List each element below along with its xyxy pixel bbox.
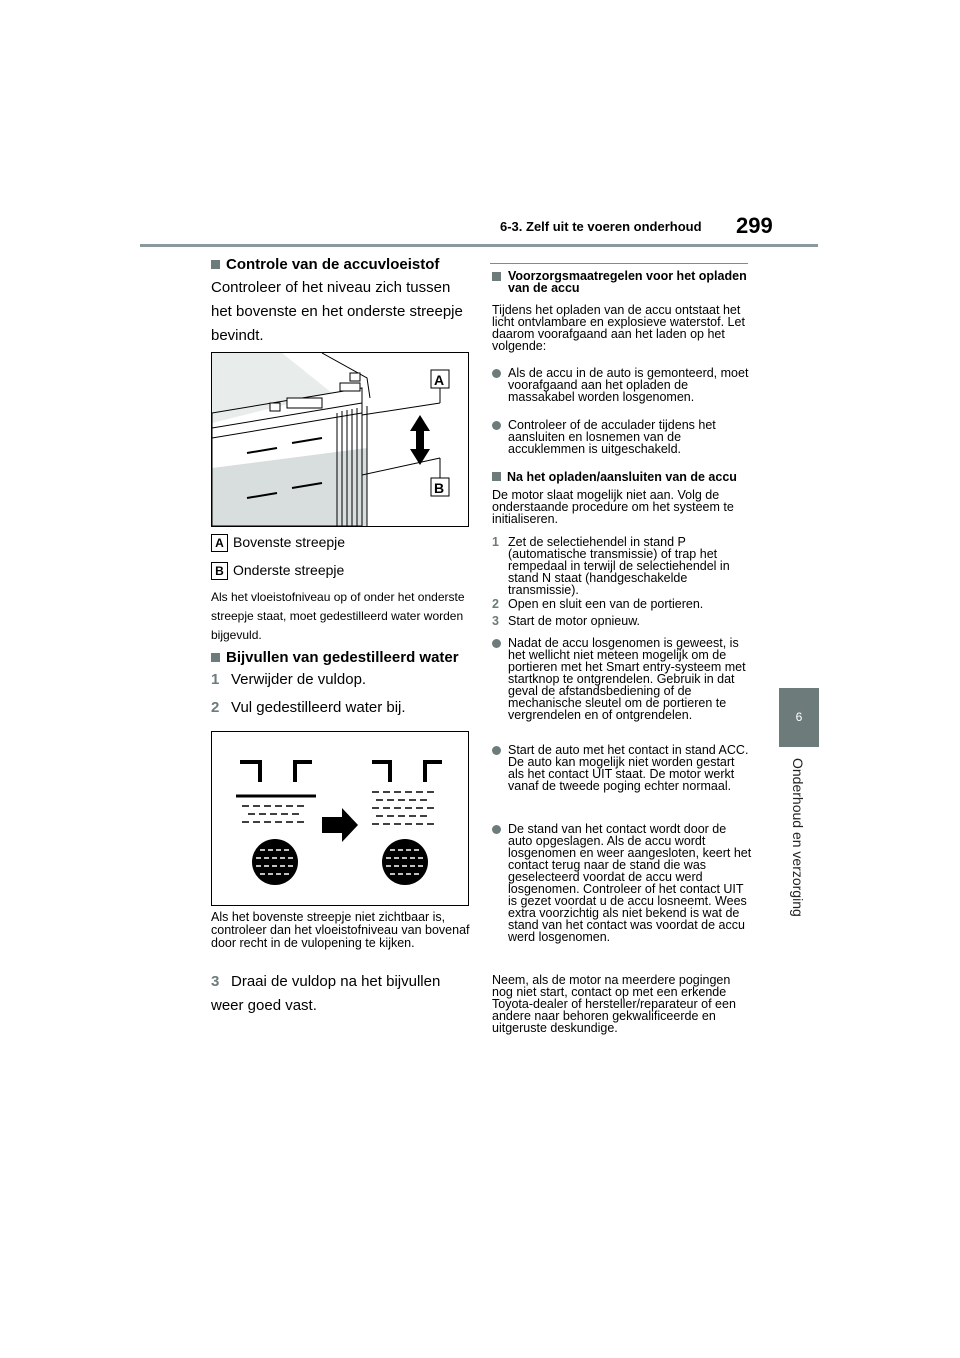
figure-label-b: B [434, 480, 445, 496]
bullet-dot-icon [492, 825, 501, 834]
header-rule [140, 244, 818, 247]
right-paragraph-3: Neem, als de motor na meerdere pogingen nog niet start, contact op met een erkende Toyota-dealer of hersteller/reparateur of een andere naar behoren gekwalificeerde en uitgeruste deskundige. [492, 973, 736, 1035]
step-text: Zet de selectiehendel in stand P (automatische transmissie) of trap het rempedaal in terwijl de selectiehendel in stand N staat (handgeschakelde transmissie). [508, 535, 730, 597]
left-heading-2 [211, 649, 459, 666]
battery-illustration [212, 353, 468, 526]
bullet-text: Start de auto met het contact in stand ACC. De auto kan mogelijk niet worden gestart als het contact UIT staat. De motor werkt vanaf de tweede poging echter normaal. [508, 743, 749, 793]
step-number: 2 [492, 597, 499, 611]
right-step-3 [492, 615, 752, 627]
right-heading-1-text: Voorzorgsmaatregelen voor het opladen van de accu [508, 269, 747, 295]
bullet-text: Nadat de accu losgenomen is geweest, is het wellicht niet meteen mogelijk om de portieren met het Smart entry-systeem met startknop te ontgrendelen. Gebruik in dat geval de afstandsbediening of de mechanische sleutel om de portieren te vergrendelen en of ontgrendelen. [508, 636, 746, 722]
chapter-tab: 6 [779, 688, 819, 747]
step-number: 3 [211, 973, 220, 990]
right-bullet-3 [492, 637, 752, 721]
left-heading-1-text: Controle van de accuvloeistof [226, 256, 440, 273]
square-bullet-icon [492, 272, 501, 281]
step-text: Vul gedestilleerd water bij. [231, 699, 406, 716]
bullet-dot-icon [492, 746, 501, 755]
right-rule [490, 263, 748, 264]
legend-key-a: A [211, 534, 228, 552]
legend-key-b: B [211, 562, 228, 580]
chapter-label: Onderhoud en verzorging [790, 758, 806, 917]
left-heading-1 [211, 256, 439, 273]
left-heading-2-text: Bijvullen van gedestilleerd water [226, 649, 459, 666]
bullet-text: Controleer of de acculader tijdens het aansluiten en losnemen van de accuklemmen is uitgeschakeld. [508, 418, 716, 456]
step-text: Verwijder de vuldop. [231, 671, 367, 688]
right-heading-2 [492, 471, 752, 483]
legend-item-a [211, 534, 345, 552]
right-heading-1 [492, 270, 752, 294]
figure-label-a: A [434, 372, 445, 388]
step-number: 1 [211, 671, 220, 688]
right-paragraph-1: Tijdens het opladen van de accu ontstaat het licht ontvlambare en explosieve waterstof. Let daarom voorafgaand aan het laden op het volgende: [492, 303, 745, 353]
square-bullet-icon [492, 472, 501, 481]
fill-level-figure [211, 731, 469, 906]
left-note: Als het vloeistofniveau op of onder het onderste streepje staat, moet gedestilleerd water worden bijgevuld. [211, 590, 465, 642]
right-bullet-4 [492, 744, 752, 792]
left-paragraph-1: Controleer of het niveau zich tussen het bovenste en het onderste streepje bevindt. [211, 279, 463, 344]
legend-text-a: Bovenste streepje [233, 534, 346, 550]
bullet-text: Als de accu in de auto is gemonteerd, moet voorafgaand aan het opladen de massakabel worden losgenomen. [508, 366, 749, 404]
square-bullet-icon [211, 260, 220, 269]
square-bullet-icon [211, 653, 220, 662]
bullet-text: De stand van het contact wordt door de auto opgeslagen. Als de accu wordt losgenomen en weer aangesloten, keert het contact terug naar de stand die was geselecteerd voordat de accu werd losgenomen. Controleer of het contact UIT is gezet voordat u de accu losneemt. Wees extra voorzichtig als niet bekend is wat de stand van het contact was voordat de accu werd losgenomen. [508, 822, 752, 944]
battery-level-figure [211, 352, 469, 527]
fill-illustration [212, 732, 468, 905]
right-heading-2-text: Na het opladen/aansluiten van de accu [507, 470, 737, 484]
right-bullet-2 [492, 419, 752, 455]
step-text: Draai de vuldop na het bijvullen weer goed vast. [211, 973, 441, 1014]
bullet-dot-icon [492, 421, 501, 430]
left-step-2 [211, 696, 473, 720]
left-step-1 [211, 668, 473, 692]
right-paragraph-2: De motor slaat mogelijk niet aan. Volg de onderstaande procedure om het systeem te initialiseren. [492, 488, 734, 526]
right-step-2 [492, 598, 752, 610]
legend-item-b [211, 562, 344, 580]
bullet-dot-icon [492, 369, 501, 378]
legend-text-b: Onderste streepje [233, 562, 345, 578]
step-number: 3 [492, 614, 499, 628]
step-number: 2 [211, 699, 220, 716]
right-step-1 [492, 536, 752, 596]
bullet-dot-icon [492, 639, 501, 648]
right-bullet-1 [492, 367, 752, 403]
step-text: Open en sluit een van de portieren. [508, 597, 704, 611]
step-number: 1 [492, 535, 499, 549]
page-number: 299 [736, 213, 773, 238]
right-bullet-5 [492, 823, 752, 943]
left-step-3 [211, 970, 461, 1018]
step-text: Start de motor opnieuw. [508, 614, 641, 628]
figure-caption: Als het bovenste streepje niet zichtbaar is, controleer dan het vloeistofniveau van bovenaf door recht in de vulopening te kijken. [211, 910, 470, 950]
section-title: 6-3. Zelf uit te voeren onderhoud [500, 219, 702, 234]
